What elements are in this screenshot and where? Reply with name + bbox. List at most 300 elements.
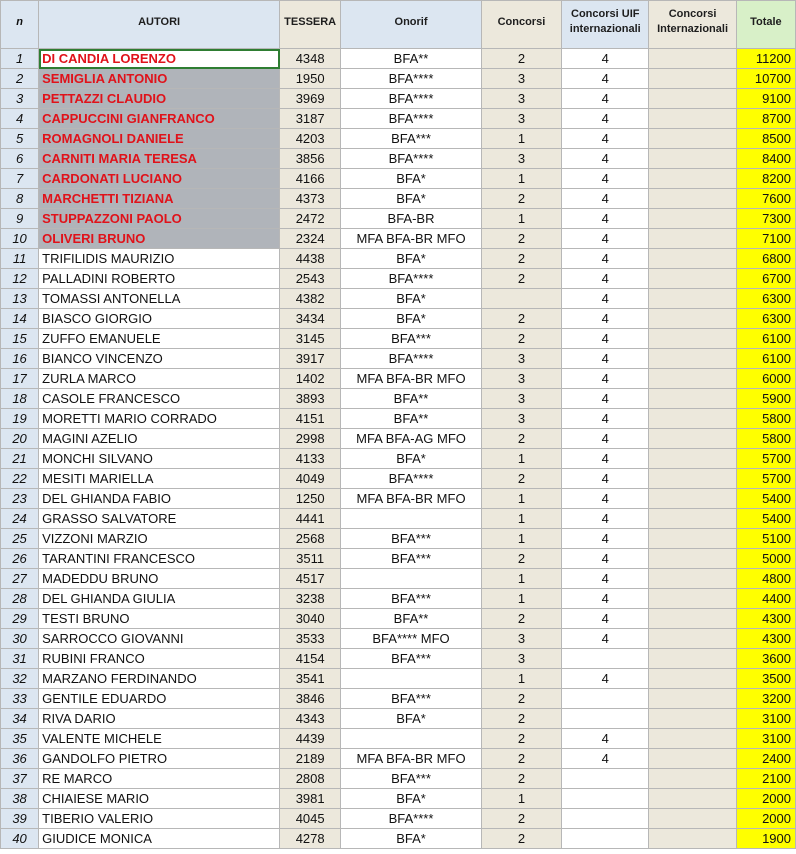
cell-n[interactable]: 33 xyxy=(1,689,39,709)
cell-uif[interactable]: 4 xyxy=(562,389,649,409)
cell-internazionali[interactable] xyxy=(649,609,736,629)
cell-uif[interactable]: 4 xyxy=(562,549,649,569)
cell-internazionali[interactable] xyxy=(649,369,736,389)
cell-tessera[interactable]: 3541 xyxy=(280,669,341,689)
cell-totale[interactable]: 4800 xyxy=(736,569,795,589)
cell-onorif[interactable] xyxy=(341,729,482,749)
cell-totale[interactable]: 8200 xyxy=(736,169,795,189)
cell-tessera[interactable]: 4373 xyxy=(280,189,341,209)
cell-totale[interactable]: 5100 xyxy=(736,529,795,549)
cell-autore[interactable]: PALLADINI ROBERTO xyxy=(39,269,280,289)
header-uif[interactable]: Concorsi UIF internazionali xyxy=(562,1,649,49)
cell-onorif[interactable]: BFA**** xyxy=(341,269,482,289)
cell-concorsi[interactable]: 3 xyxy=(481,89,561,109)
cell-totale[interactable]: 5900 xyxy=(736,389,795,409)
cell-totale[interactable]: 6300 xyxy=(736,289,795,309)
header-n[interactable]: n xyxy=(1,1,39,49)
cell-n[interactable]: 25 xyxy=(1,529,39,549)
cell-concorsi[interactable]: 2 xyxy=(481,229,561,249)
cell-n[interactable]: 24 xyxy=(1,509,39,529)
cell-autore[interactable]: MARZANO FERDINANDO xyxy=(39,669,280,689)
cell-n[interactable]: 6 xyxy=(1,149,39,169)
cell-uif[interactable]: 4 xyxy=(562,249,649,269)
cell-concorsi[interactable]: 2 xyxy=(481,49,561,69)
cell-tessera[interactable]: 4133 xyxy=(280,449,341,469)
cell-onorif[interactable]: BFA**** xyxy=(341,69,482,89)
cell-autore[interactable]: MESITI MARIELLA xyxy=(39,469,280,489)
cell-uif[interactable] xyxy=(562,769,649,789)
header-totale[interactable]: Totale xyxy=(736,1,795,49)
cell-uif[interactable]: 4 xyxy=(562,409,649,429)
cell-uif[interactable]: 4 xyxy=(562,669,649,689)
cell-tessera[interactable]: 3969 xyxy=(280,89,341,109)
cell-totale[interactable]: 7100 xyxy=(736,229,795,249)
cell-uif[interactable]: 4 xyxy=(562,469,649,489)
cell-totale[interactable]: 3100 xyxy=(736,709,795,729)
cell-uif[interactable]: 4 xyxy=(562,749,649,769)
cell-n[interactable]: 14 xyxy=(1,309,39,329)
cell-concorsi[interactable]: 1 xyxy=(481,569,561,589)
cell-onorif[interactable]: BFA*** xyxy=(341,589,482,609)
cell-onorif[interactable]: BFA**** MFO xyxy=(341,629,482,649)
cell-n[interactable]: 31 xyxy=(1,649,39,669)
cell-tessera[interactable]: 4203 xyxy=(280,129,341,149)
cell-n[interactable]: 39 xyxy=(1,809,39,829)
cell-autore[interactable]: RE MARCO xyxy=(39,769,280,789)
cell-totale[interactable]: 5400 xyxy=(736,489,795,509)
cell-concorsi[interactable]: 2 xyxy=(481,769,561,789)
cell-n[interactable]: 11 xyxy=(1,249,39,269)
cell-concorsi[interactable]: 3 xyxy=(481,389,561,409)
cell-tessera[interactable]: 4517 xyxy=(280,569,341,589)
cell-autore[interactable]: SARROCCO GIOVANNI xyxy=(39,629,280,649)
cell-totale[interactable]: 6700 xyxy=(736,269,795,289)
cell-onorif[interactable]: BFA** xyxy=(341,389,482,409)
cell-autore[interactable]: CHIAIESE MARIO xyxy=(39,789,280,809)
cell-internazionali[interactable] xyxy=(649,49,736,69)
cell-totale[interactable]: 5700 xyxy=(736,469,795,489)
cell-internazionali[interactable] xyxy=(649,169,736,189)
cell-uif[interactable]: 4 xyxy=(562,269,649,289)
cell-internazionali[interactable] xyxy=(649,449,736,469)
cell-tessera[interactable]: 2543 xyxy=(280,269,341,289)
cell-internazionali[interactable] xyxy=(649,229,736,249)
cell-concorsi[interactable]: 3 xyxy=(481,629,561,649)
cell-internazionali[interactable] xyxy=(649,629,736,649)
cell-internazionali[interactable] xyxy=(649,509,736,529)
cell-tessera[interactable]: 3533 xyxy=(280,629,341,649)
cell-onorif[interactable]: MFA BFA-AG MFO xyxy=(341,429,482,449)
cell-n[interactable]: 27 xyxy=(1,569,39,589)
cell-uif[interactable] xyxy=(562,829,649,849)
cell-tessera[interactable]: 4343 xyxy=(280,709,341,729)
cell-concorsi[interactable]: 2 xyxy=(481,189,561,209)
cell-onorif[interactable]: BFA* xyxy=(341,189,482,209)
cell-onorif[interactable]: BFA*** xyxy=(341,649,482,669)
cell-uif[interactable]: 4 xyxy=(562,109,649,129)
cell-autore[interactable]: BIASCO GIORGIO xyxy=(39,309,280,329)
cell-autore[interactable]: CARNITI MARIA TERESA xyxy=(39,149,280,169)
cell-uif[interactable]: 4 xyxy=(562,169,649,189)
cell-totale[interactable]: 3100 xyxy=(736,729,795,749)
cell-onorif[interactable] xyxy=(341,569,482,589)
cell-internazionali[interactable] xyxy=(649,329,736,349)
cell-totale[interactable]: 11200 xyxy=(736,49,795,69)
cell-totale[interactable]: 6300 xyxy=(736,309,795,329)
header-onorif[interactable]: Onorif xyxy=(341,1,482,49)
cell-internazionali[interactable] xyxy=(649,569,736,589)
cell-tessera[interactable]: 2324 xyxy=(280,229,341,249)
cell-onorif[interactable]: MFA BFA-BR MFO xyxy=(341,489,482,509)
cell-internazionali[interactable] xyxy=(649,149,736,169)
cell-totale[interactable]: 4300 xyxy=(736,609,795,629)
cell-internazionali[interactable] xyxy=(649,129,736,149)
cell-n[interactable]: 16 xyxy=(1,349,39,369)
cell-onorif[interactable]: MFA BFA-BR MFO xyxy=(341,229,482,249)
cell-totale[interactable]: 3600 xyxy=(736,649,795,669)
cell-onorif[interactable]: BFA** xyxy=(341,609,482,629)
cell-autore[interactable]: ZURLA MARCO xyxy=(39,369,280,389)
cell-internazionali[interactable] xyxy=(649,669,736,689)
cell-concorsi[interactable]: 3 xyxy=(481,649,561,669)
cell-internazionali[interactable] xyxy=(649,249,736,269)
cell-uif[interactable] xyxy=(562,809,649,829)
cell-internazionali[interactable] xyxy=(649,769,736,789)
cell-concorsi[interactable]: 3 xyxy=(481,409,561,429)
cell-n[interactable]: 17 xyxy=(1,369,39,389)
cell-autore[interactable]: PETTAZZI CLAUDIO xyxy=(39,89,280,109)
cell-internazionali[interactable] xyxy=(649,689,736,709)
cell-onorif[interactable]: BFA* xyxy=(341,709,482,729)
header-concorsi[interactable]: Concorsi xyxy=(481,1,561,49)
cell-internazionali[interactable] xyxy=(649,289,736,309)
cell-totale[interactable]: 10700 xyxy=(736,69,795,89)
cell-n[interactable]: 26 xyxy=(1,549,39,569)
cell-autore[interactable]: RIVA DARIO xyxy=(39,709,280,729)
cell-uif[interactable]: 4 xyxy=(562,229,649,249)
cell-autore[interactable]: STUPPAZZONI PAOLO xyxy=(39,209,280,229)
cell-tessera[interactable]: 4438 xyxy=(280,249,341,269)
cell-uif[interactable] xyxy=(562,789,649,809)
cell-n[interactable]: 8 xyxy=(1,189,39,209)
cell-concorsi[interactable]: 2 xyxy=(481,829,561,849)
cell-concorsi[interactable]: 3 xyxy=(481,369,561,389)
cell-concorsi[interactable]: 2 xyxy=(481,329,561,349)
cell-onorif[interactable]: BFA*** xyxy=(341,549,482,569)
cell-autore[interactable]: MARCHETTI TIZIANA xyxy=(39,189,280,209)
cell-concorsi[interactable]: 2 xyxy=(481,729,561,749)
cell-tessera[interactable]: 4382 xyxy=(280,289,341,309)
cell-concorsi[interactable]: 1 xyxy=(481,489,561,509)
cell-tessera[interactable]: 2568 xyxy=(280,529,341,549)
cell-internazionali[interactable] xyxy=(649,529,736,549)
cell-concorsi[interactable]: 1 xyxy=(481,509,561,529)
cell-uif[interactable]: 4 xyxy=(562,189,649,209)
cell-n[interactable]: 23 xyxy=(1,489,39,509)
cell-concorsi[interactable]: 2 xyxy=(481,749,561,769)
cell-onorif[interactable]: BFA* xyxy=(341,289,482,309)
cell-totale[interactable]: 2000 xyxy=(736,809,795,829)
cell-totale[interactable]: 3200 xyxy=(736,689,795,709)
cell-internazionali[interactable] xyxy=(649,189,736,209)
cell-totale[interactable]: 4300 xyxy=(736,629,795,649)
header-internazionali[interactable]: Concorsi Internazionali xyxy=(649,1,736,49)
cell-tessera[interactable]: 2808 xyxy=(280,769,341,789)
cell-uif[interactable]: 4 xyxy=(562,509,649,529)
cell-internazionali[interactable] xyxy=(649,349,736,369)
cell-n[interactable]: 29 xyxy=(1,609,39,629)
cell-uif[interactable]: 4 xyxy=(562,49,649,69)
cell-internazionali[interactable] xyxy=(649,829,736,849)
cell-tessera[interactable]: 3145 xyxy=(280,329,341,349)
cell-tessera[interactable]: 4045 xyxy=(280,809,341,829)
cell-onorif[interactable]: BFA-BR xyxy=(341,209,482,229)
cell-totale[interactable]: 2000 xyxy=(736,789,795,809)
cell-totale[interactable]: 4400 xyxy=(736,589,795,609)
cell-autore[interactable]: BIANCO VINCENZO xyxy=(39,349,280,369)
cell-onorif[interactable]: BFA*** xyxy=(341,329,482,349)
cell-internazionali[interactable] xyxy=(649,69,736,89)
cell-concorsi[interactable]: 2 xyxy=(481,709,561,729)
cell-totale[interactable]: 5000 xyxy=(736,549,795,569)
cell-uif[interactable]: 4 xyxy=(562,329,649,349)
cell-autore[interactable]: VIZZONI MARZIO xyxy=(39,529,280,549)
cell-autore[interactable]: DEL GHIANDA FABIO xyxy=(39,489,280,509)
cell-n[interactable]: 15 xyxy=(1,329,39,349)
cell-onorif[interactable]: BFA**** xyxy=(341,89,482,109)
cell-internazionali[interactable] xyxy=(649,789,736,809)
cell-totale[interactable]: 8700 xyxy=(736,109,795,129)
cell-uif[interactable] xyxy=(562,709,649,729)
cell-concorsi[interactable]: 2 xyxy=(481,809,561,829)
cell-tessera[interactable]: 3187 xyxy=(280,109,341,129)
cell-n[interactable]: 2 xyxy=(1,69,39,89)
cell-onorif[interactable]: BFA** xyxy=(341,49,482,69)
cell-totale[interactable]: 6800 xyxy=(736,249,795,269)
cell-n[interactable]: 32 xyxy=(1,669,39,689)
cell-autore[interactable]: TOMASSI ANTONELLA xyxy=(39,289,280,309)
cell-internazionali[interactable] xyxy=(649,649,736,669)
cell-concorsi[interactable]: 2 xyxy=(481,609,561,629)
cell-tessera[interactable]: 3856 xyxy=(280,149,341,169)
cell-internazionali[interactable] xyxy=(649,749,736,769)
cell-autore[interactable]: GIUDICE MONICA xyxy=(39,829,280,849)
cell-autore[interactable]: VALENTE MICHELE xyxy=(39,729,280,749)
cell-totale[interactable]: 2400 xyxy=(736,749,795,769)
cell-internazionali[interactable] xyxy=(649,709,736,729)
cell-concorsi[interactable]: 3 xyxy=(481,149,561,169)
cell-tessera[interactable]: 2998 xyxy=(280,429,341,449)
cell-tessera[interactable]: 4151 xyxy=(280,409,341,429)
cell-internazionali[interactable] xyxy=(649,429,736,449)
cell-n[interactable]: 3 xyxy=(1,89,39,109)
cell-totale[interactable]: 5800 xyxy=(736,429,795,449)
cell-n[interactable]: 20 xyxy=(1,429,39,449)
cell-internazionali[interactable] xyxy=(649,489,736,509)
cell-internazionali[interactable] xyxy=(649,309,736,329)
cell-onorif[interactable]: BFA*** xyxy=(341,769,482,789)
cell-totale[interactable]: 6100 xyxy=(736,349,795,369)
cell-uif[interactable]: 4 xyxy=(562,629,649,649)
cell-tessera[interactable]: 3238 xyxy=(280,589,341,609)
cell-autore[interactable]: GRASSO SALVATORE xyxy=(39,509,280,529)
cell-uif[interactable]: 4 xyxy=(562,69,649,89)
cell-autore[interactable]: ZUFFO EMANUELE xyxy=(39,329,280,349)
cell-autore[interactable]: OLIVERI BRUNO xyxy=(39,229,280,249)
cell-onorif[interactable]: BFA*** xyxy=(341,689,482,709)
cell-n[interactable]: 18 xyxy=(1,389,39,409)
cell-tessera[interactable]: 4049 xyxy=(280,469,341,489)
cell-tessera[interactable]: 4166 xyxy=(280,169,341,189)
cell-totale[interactable]: 7300 xyxy=(736,209,795,229)
cell-concorsi[interactable]: 3 xyxy=(481,69,561,89)
header-tessera[interactable]: TESSERA xyxy=(280,1,341,49)
cell-n[interactable]: 12 xyxy=(1,269,39,289)
cell-tessera[interactable]: 4439 xyxy=(280,729,341,749)
cell-uif[interactable]: 4 xyxy=(562,349,649,369)
cell-n[interactable]: 21 xyxy=(1,449,39,469)
cell-tessera[interactable]: 3893 xyxy=(280,389,341,409)
cell-n[interactable]: 10 xyxy=(1,229,39,249)
cell-n[interactable]: 9 xyxy=(1,209,39,229)
cell-uif[interactable]: 4 xyxy=(562,449,649,469)
cell-onorif[interactable]: BFA*** xyxy=(341,529,482,549)
cell-uif[interactable] xyxy=(562,689,649,709)
cell-onorif[interactable]: BFA**** xyxy=(341,149,482,169)
cell-internazionali[interactable] xyxy=(649,589,736,609)
cell-n[interactable]: 38 xyxy=(1,789,39,809)
cell-tessera[interactable]: 3846 xyxy=(280,689,341,709)
cell-concorsi[interactable]: 3 xyxy=(481,349,561,369)
cell-tessera[interactable]: 1950 xyxy=(280,69,341,89)
cell-autore[interactable]: MORETTI MARIO CORRADO xyxy=(39,409,280,429)
cell-autore[interactable]: CASOLE FRANCESCO xyxy=(39,389,280,409)
cell-concorsi[interactable]: 2 xyxy=(481,429,561,449)
cell-internazionali[interactable] xyxy=(649,109,736,129)
cell-concorsi[interactable]: 2 xyxy=(481,549,561,569)
cell-onorif[interactable]: BFA* xyxy=(341,309,482,329)
cell-uif[interactable]: 4 xyxy=(562,129,649,149)
cell-n[interactable]: 22 xyxy=(1,469,39,489)
cell-autore[interactable]: RUBINI FRANCO xyxy=(39,649,280,669)
cell-concorsi[interactable]: 2 xyxy=(481,309,561,329)
cell-n[interactable]: 1 xyxy=(1,49,39,69)
cell-onorif[interactable]: BFA* xyxy=(341,789,482,809)
cell-onorif[interactable]: MFA BFA-BR MFO xyxy=(341,369,482,389)
cell-concorsi[interactable]: 1 xyxy=(481,789,561,809)
cell-n[interactable]: 35 xyxy=(1,729,39,749)
cell-internazionali[interactable] xyxy=(649,409,736,429)
cell-totale[interactable]: 5400 xyxy=(736,509,795,529)
cell-totale[interactable]: 7600 xyxy=(736,189,795,209)
cell-autore[interactable]: MADEDDU BRUNO xyxy=(39,569,280,589)
cell-onorif[interactable] xyxy=(341,509,482,529)
cell-concorsi[interactable]: 1 xyxy=(481,589,561,609)
cell-uif[interactable]: 4 xyxy=(562,609,649,629)
cell-concorsi[interactable]: 1 xyxy=(481,129,561,149)
cell-n[interactable]: 40 xyxy=(1,829,39,849)
cell-autore[interactable]: CAPPUCCINI GIANFRANCO xyxy=(39,109,280,129)
cell-n[interactable]: 4 xyxy=(1,109,39,129)
cell-tessera[interactable]: 3981 xyxy=(280,789,341,809)
cell-tessera[interactable]: 2472 xyxy=(280,209,341,229)
cell-n[interactable]: 34 xyxy=(1,709,39,729)
cell-autore[interactable]: DI CANDIA LORENZO xyxy=(39,49,280,69)
cell-concorsi[interactable]: 2 xyxy=(481,469,561,489)
cell-uif[interactable]: 4 xyxy=(562,569,649,589)
cell-internazionali[interactable] xyxy=(649,89,736,109)
cell-tessera[interactable]: 3511 xyxy=(280,549,341,569)
cell-onorif[interactable] xyxy=(341,669,482,689)
cell-autore[interactable]: TIBERIO VALERIO xyxy=(39,809,280,829)
cell-totale[interactable]: 5800 xyxy=(736,409,795,429)
cell-onorif[interactable]: BFA**** xyxy=(341,469,482,489)
cell-concorsi[interactable]: 2 xyxy=(481,689,561,709)
cell-uif[interactable]: 4 xyxy=(562,149,649,169)
cell-n[interactable]: 28 xyxy=(1,589,39,609)
cell-uif[interactable]: 4 xyxy=(562,529,649,549)
cell-totale[interactable]: 6100 xyxy=(736,329,795,349)
cell-concorsi[interactable]: 3 xyxy=(481,109,561,129)
cell-onorif[interactable]: BFA* xyxy=(341,249,482,269)
cell-totale[interactable]: 8400 xyxy=(736,149,795,169)
cell-autore[interactable]: ROMAGNOLI DANIELE xyxy=(39,129,280,149)
cell-onorif[interactable]: BFA* xyxy=(341,169,482,189)
cell-uif[interactable]: 4 xyxy=(562,89,649,109)
cell-autore[interactable]: MONCHI SILVANO xyxy=(39,449,280,469)
cell-tessera[interactable]: 2189 xyxy=(280,749,341,769)
cell-autore[interactable]: TARANTINI FRANCESCO xyxy=(39,549,280,569)
cell-onorif[interactable]: BFA* xyxy=(341,449,482,469)
cell-tessera[interactable]: 3917 xyxy=(280,349,341,369)
cell-autore[interactable]: SEMIGLIA ANTONIO xyxy=(39,69,280,89)
header-autori[interactable]: AUTORI xyxy=(39,1,280,49)
cell-uif[interactable]: 4 xyxy=(562,209,649,229)
cell-internazionali[interactable] xyxy=(649,209,736,229)
cell-n[interactable]: 19 xyxy=(1,409,39,429)
cell-uif[interactable]: 4 xyxy=(562,429,649,449)
cell-internazionali[interactable] xyxy=(649,389,736,409)
cell-autore[interactable]: TRIFILIDIS MAURIZIO xyxy=(39,249,280,269)
cell-uif[interactable]: 4 xyxy=(562,729,649,749)
cell-totale[interactable]: 5700 xyxy=(736,449,795,469)
cell-concorsi[interactable]: 1 xyxy=(481,169,561,189)
cell-tessera[interactable]: 4278 xyxy=(280,829,341,849)
cell-totale[interactable]: 9100 xyxy=(736,89,795,109)
cell-concorsi[interactable]: 2 xyxy=(481,269,561,289)
cell-tessera[interactable]: 4441 xyxy=(280,509,341,529)
cell-concorsi[interactable]: 1 xyxy=(481,669,561,689)
cell-autore[interactable]: DEL GHIANDA GIULIA xyxy=(39,589,280,609)
cell-onorif[interactable]: BFA* xyxy=(341,829,482,849)
cell-onorif[interactable]: BFA**** xyxy=(341,809,482,829)
cell-autore[interactable]: TESTI BRUNO xyxy=(39,609,280,629)
cell-tessera[interactable]: 4154 xyxy=(280,649,341,669)
cell-concorsi[interactable]: 2 xyxy=(481,249,561,269)
cell-uif[interactable] xyxy=(562,649,649,669)
cell-internazionali[interactable] xyxy=(649,809,736,829)
cell-concorsi[interactable]: 1 xyxy=(481,449,561,469)
cell-n[interactable]: 30 xyxy=(1,629,39,649)
cell-internazionali[interactable] xyxy=(649,549,736,569)
cell-internazionali[interactable] xyxy=(649,469,736,489)
cell-tessera[interactable]: 3434 xyxy=(280,309,341,329)
cell-onorif[interactable]: MFA BFA-BR MFO xyxy=(341,749,482,769)
cell-uif[interactable]: 4 xyxy=(562,489,649,509)
cell-uif[interactable]: 4 xyxy=(562,589,649,609)
cell-n[interactable]: 36 xyxy=(1,749,39,769)
cell-onorif[interactable]: BFA** xyxy=(341,409,482,429)
